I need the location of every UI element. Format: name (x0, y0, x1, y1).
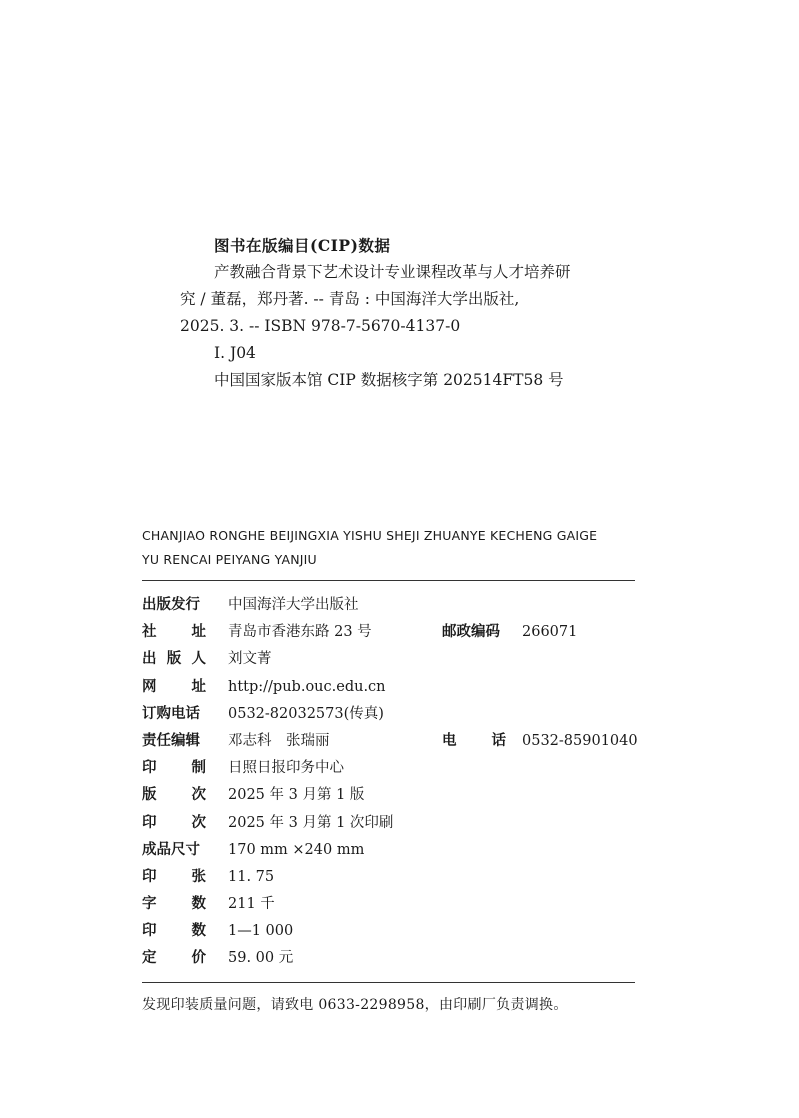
phone-value: 0532-85901040 (522, 732, 638, 749)
printing-label: 印 次 (142, 814, 206, 831)
cip-classification-line: Ⅰ. J04 (214, 344, 256, 362)
row-size (142, 837, 642, 864)
cip-block (180, 232, 650, 394)
issuer-value: 刘文菁 (228, 651, 272, 668)
order-phone-value: 0532-82032573(传真) (228, 705, 384, 722)
cip-author-line: 究 / 董磊，郑丹著. -- 青岛 : 中国海洋大学出版社, (180, 290, 520, 308)
postcode-label: 邮政编码 (442, 624, 500, 641)
cip-heading: 图书在版编目(CIP)数据 (214, 236, 391, 255)
postcode-value: 266071 (522, 624, 578, 641)
pinyin-title (142, 524, 662, 572)
printing-value: 2025 年 3 月第 1 次印刷 (228, 814, 394, 831)
price-value: 59. 00 元 (228, 950, 294, 967)
words-value: 211 千 (228, 896, 275, 913)
row-copies (142, 918, 642, 945)
quality-notice: 发现印装质量问题，请致电 0633-2298958，由印刷厂负责调换。 (142, 997, 568, 1013)
size-value: 170 mm ×240 mm (228, 841, 365, 858)
printer-value: 日照日报印务中心 (228, 760, 344, 777)
sheets-label: 印 张 (142, 868, 206, 885)
row-order-phone (142, 701, 642, 728)
website-value[interactable]: http://pub.ouc.edu.cn (228, 678, 386, 695)
cip-record-number-line: 中国国家版本馆 CIP 数据核字第 202514FT58 号 (214, 371, 564, 389)
copies-label: 印 数 (142, 923, 206, 940)
cip-isbn-line: 2025. 3. -- ISBN 978-7-5670-4137-0 (180, 317, 461, 335)
row-publisher (142, 592, 642, 619)
copies-value: 1—1 000 (228, 923, 294, 940)
pinyin-title-line-1: CHANJIAO RONGHE BEIJINGXIA YISHU SHEJI ZHUANYE KECHENG GAIGE (142, 528, 598, 543)
address-value: 青岛市香港东路 23 号 (228, 624, 372, 641)
row-issuer (142, 646, 642, 673)
row-sheets (142, 864, 642, 891)
order-phone-label: 订购电话 (142, 705, 200, 722)
printer-label: 印 制 (142, 760, 206, 777)
editor-label: 责任编辑 (142, 732, 200, 749)
publication-details (142, 592, 642, 973)
row-address (142, 619, 642, 646)
top-divider (142, 580, 635, 581)
edition-value: 2025 年 3 月第 1 版 (228, 787, 365, 804)
website-label: 网 址 (142, 678, 206, 695)
row-website (142, 674, 642, 701)
row-words (142, 891, 642, 918)
sheets-value: 11. 75 (228, 868, 275, 885)
phone-label: 电 话 (442, 732, 506, 749)
publisher-label: 出版发行 (142, 597, 200, 613)
issuer-label: 出 版 人 (142, 651, 206, 668)
row-edition (142, 782, 642, 809)
edition-label: 版 次 (142, 787, 206, 804)
size-label: 成品尺寸 (142, 841, 200, 858)
price-label: 定 价 (142, 950, 206, 967)
publisher-value: 中国海洋大学出版社 (228, 597, 359, 613)
address-label: 社 址 (142, 624, 206, 641)
bottom-divider (142, 982, 635, 983)
cip-title-line: 产教融合背景下艺术设计专业课程改革与人才培养研 (214, 263, 571, 281)
row-editor (142, 728, 642, 755)
row-printer (142, 755, 642, 782)
row-price (142, 945, 642, 972)
pinyin-title-line-2: YU RENCAI PEIYANG YANJIU (142, 552, 317, 567)
words-label: 字 数 (142, 896, 206, 913)
editor-value: 邓志科 张瑞丽 (228, 732, 330, 749)
row-printing (142, 810, 642, 837)
